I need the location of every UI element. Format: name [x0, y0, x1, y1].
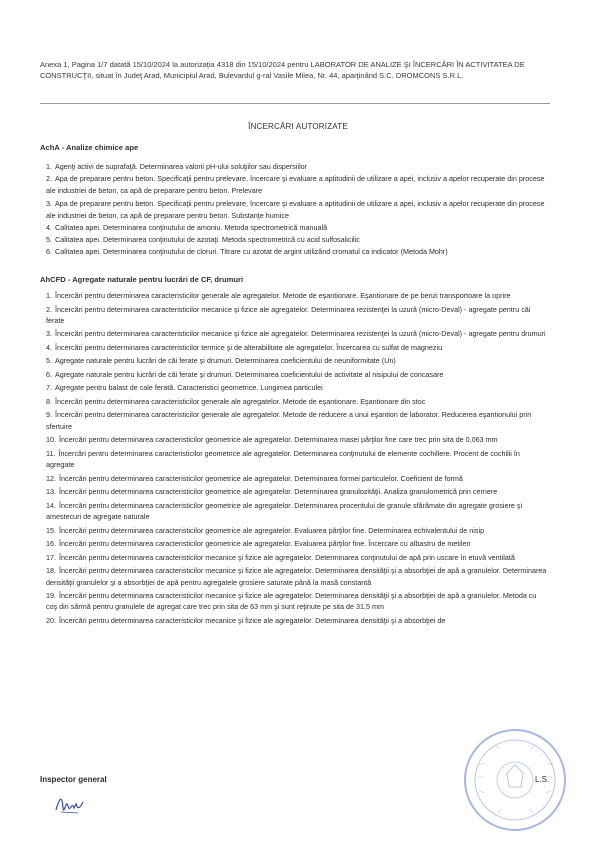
list-item: [46, 409, 548, 432]
list-item: [46, 382, 548, 393]
item-text: Încercări pentru determinarea caracteristicilor geometrice ale agregatelor. Determinarea formei particulelor. Coeficient de formă: [59, 473, 463, 483]
item-number: 15.: [46, 525, 56, 535]
item-text: Calitatea apei. Determinarea conţinutului de amoniu. Metoda spectrometrică manuală: [55, 223, 328, 233]
item-number: 1.: [46, 162, 52, 171]
list-item: [46, 615, 548, 626]
list-item: [46, 173, 548, 197]
item-number: 10.: [46, 435, 56, 445]
list-item: [46, 565, 548, 588]
list-item: [46, 552, 548, 563]
item-number: 2.: [46, 174, 52, 184]
list-item: [46, 222, 548, 234]
item-text: Încercări pentru determinarea caracteristicilor geometrice ale agregatelor. Evaluarea părţilor fine. Încercare cu albastru de metilen: [59, 539, 471, 549]
item-number: 14.: [46, 500, 56, 510]
item-text: Încercări pentru determinarea caracteristicilor geometrice ale agregatelor. Determinarea granulozităţii. Analiza granulometrică prin cernere: [59, 487, 498, 497]
item-number: 2.: [46, 304, 52, 314]
inspector-label: Inspector general: [40, 775, 107, 784]
item-text: Apa de preparare pentru beton. Specificaţii pentru prelevare, încercare şi evaluare a aptitudinii de utilizare a apei, inclusiv a apelor recuperate din procese ale industriei de beton, ca apă de preparare pentru beton. Prelevare: [46, 174, 545, 196]
item-number: 8.: [46, 396, 52, 406]
item-number: 18.: [46, 566, 56, 576]
item-number: 9.: [46, 410, 52, 420]
list-item: [46, 396, 548, 407]
list-item: [46, 304, 548, 327]
item-number: 4.: [46, 342, 52, 352]
list-item: [46, 342, 548, 353]
item-text: Încercări pentru determinarea caracteristicilor termice şi de alterabilitate ale agregatelor. Încercarea cu sulfat de magneziu: [55, 342, 443, 352]
item-text: Agenţi activi de suprafaţă. Determinarea valorii pH-ului soluţiilor sau dispersiilor: [55, 162, 308, 171]
item-text: Încercări pentru determinarea caracteristicilor mecanice şi fizice ale agregatelor. Determinarea densităţii şi a absorbţiei de apă a granulelor. Determinarea densităţii granulelor şi a absorbţiei de apă pentru agregatele grosiere saturate până la masă constantă: [46, 566, 547, 587]
section-heading-acha: AchA - Analize chimice ape: [40, 143, 139, 152]
item-text: Apa de preparare pentru beton. Specificaţii pentru prelevare, încercare şi evaluare a aptitudinii de utilizare a apei, inclusiv a apelor recuperate din procese ale industriei de beton, ca apă de preparare pentru beton. Substanţe humice: [46, 198, 545, 220]
list-item: [46, 500, 548, 523]
item-number: 4.: [46, 223, 52, 233]
list-item: [46, 538, 548, 549]
document-title: ÎNCERCĂRI AUTORIZATE: [248, 122, 348, 131]
list-item: [46, 161, 548, 173]
list-item: [46, 486, 548, 497]
item-text: Calitatea apei. Determinarea conţinutului de azotaţi. Metoda spectrometrică cu acid sulfosalicilic: [55, 235, 360, 245]
item-text: Încercări pentru determinarea caracteristicilor mecanice şi fizice ale agregatelor. Determinarea conţinutului de apă prin uscare în etuvă ventilată: [59, 552, 515, 562]
list-item: [46, 328, 548, 339]
item-number: 20.: [46, 615, 56, 625]
item-text: Calitatea apei. Determinarea conţinutului de cloruri. Titrare cu azotat de argint utilizând cromatul ca indicator (Metoda Mohr): [55, 247, 448, 257]
section-list-ahcfd: [46, 290, 548, 628]
item-number: 6.: [46, 247, 52, 257]
item-number: 17.: [46, 552, 56, 562]
item-number: 1.: [46, 291, 52, 300]
list-item: [46, 246, 548, 258]
list-item: [46, 448, 548, 471]
list-item: [46, 590, 548, 613]
item-text: Agregate pentru balast de cale ferată. Caracteristici geometrice. Lungimea particulei: [55, 383, 323, 393]
item-number: 7.: [46, 383, 52, 393]
header-divider: [40, 103, 550, 104]
item-text: Agregate naturale pentru lucrări de căi ferate şi drumuri. Determinarea coeficientului de activitate al nisipului de concasare: [55, 369, 444, 379]
list-item: [46, 369, 548, 380]
item-text: Încercări pentru determinarea caracteristicilor generale ale agregatelor. Metode de eşantionare. Eşantionare de pe benzi transportoare la oprire: [55, 291, 511, 300]
list-item: [46, 525, 548, 536]
item-text: Încercări pentru determinarea caracteristicilor geometrice ale agregatelor. Evaluarea părţilor fine. Determinarea echivalentului de nisip: [59, 525, 485, 535]
item-number: 16.: [46, 539, 56, 549]
item-number: 5.: [46, 356, 52, 366]
item-number: 3.: [46, 198, 52, 208]
item-text: Încercări pentru determinarea caracteristicilor generale ale agregatelor. Metode de reducere a unui eşantion de laborator. Reducerea eşantionului prin sfertuire: [46, 410, 532, 431]
ls-label: L.S.: [535, 775, 550, 784]
section-heading-ahcfd: AhCFD - Agregate naturale pentru lucrări de CF, drumuri: [40, 275, 244, 284]
item-number: 5.: [46, 235, 52, 245]
item-text: Încercări pentru determinarea caracteristicilor geometrice ale agregatelor. Determinarea procentului de granule sfărâmate din agregate grosiere şi amestecuri de agregate naturale: [46, 500, 523, 522]
item-number: 12.: [46, 473, 56, 483]
list-item: [46, 198, 548, 222]
item-number: 11.: [46, 448, 56, 458]
section-list-acha: [46, 161, 548, 259]
item-number: 3.: [46, 329, 52, 339]
item-text: Încercări pentru determinarea caracteristicilor geometrice ale agregatelor. Determinarea masei părţilor fine care trec prin sita de 0,063 mm: [59, 435, 498, 445]
item-text: Agregate naturale pentru lucrări de căi ferate şi drumuri. Determinarea coeficientului de neuniformitate (Un): [55, 356, 396, 366]
list-item: [46, 234, 548, 246]
item-text: Încercări pentru determinarea caracteristicilor mecanice şi fizice ale agregatelor. Determinarea rezistenţei la uzură (micro-Deval) - agregate pentru drumuri: [55, 329, 546, 339]
official-stamp-image: [455, 725, 575, 835]
annex-header: Anexa 1, Pagina 1/7 datată 15/10/2024 la autorizația 4318 din 15/10/2024 pentru LABORATOR DE ANALIZE ŞI ÎNCERCĂRI ÎN ACTIVITATEA DE CONSTRUCŢII, situat în Judeţ Arad, Municipiul Arad, Bulevardul g-ral Vasile Milea, Nr. 44, aparţinând S.C. DROMCONS S.R.L.: [40, 60, 525, 80]
list-item: [46, 355, 548, 366]
list-item: [46, 290, 548, 301]
item-text: Încercări pentru determinarea caracteristicilor mecanice şi fizice ale agregatelor. Determinarea densităţii şi a absorbţiei de apă a granulelor. Metoda cu coş din sârmă pentru granulele de agregat care trec prin sita de 63 mm şi sunt reţinute pe sita de 31,5 mm: [46, 591, 537, 612]
list-item: [46, 434, 548, 445]
item-text: Încercări pentru determinarea caracteristicilor mecanice şi fizice ale agregatelor. Determinarea rezistenţei la uzură (micro-Deval) - agregate pentru căi ferate: [46, 304, 531, 325]
item-text: Încercări pentru determinarea caracteristicilor geometrice ale agregatelor. Determinarea conţinutului de elemente cochillere. Procent de cochilii în agregate: [46, 448, 520, 470]
item-text: Încercări pentru determinarea caracteristicilor mecanice şi fizice ale agregatelor. Determinarea densităţii şi a absorbţiei de: [59, 615, 446, 625]
list-item: [46, 473, 548, 484]
item-number: 13.: [46, 487, 56, 497]
item-text: Încercări pentru determinarea caracteristicilor generale ale agregatelor. Metode de eşantionare. Eşantionare din stoc: [55, 396, 426, 406]
signature-image: [52, 788, 88, 820]
item-number: 6.: [46, 369, 52, 379]
item-number: 19.: [46, 591, 56, 601]
